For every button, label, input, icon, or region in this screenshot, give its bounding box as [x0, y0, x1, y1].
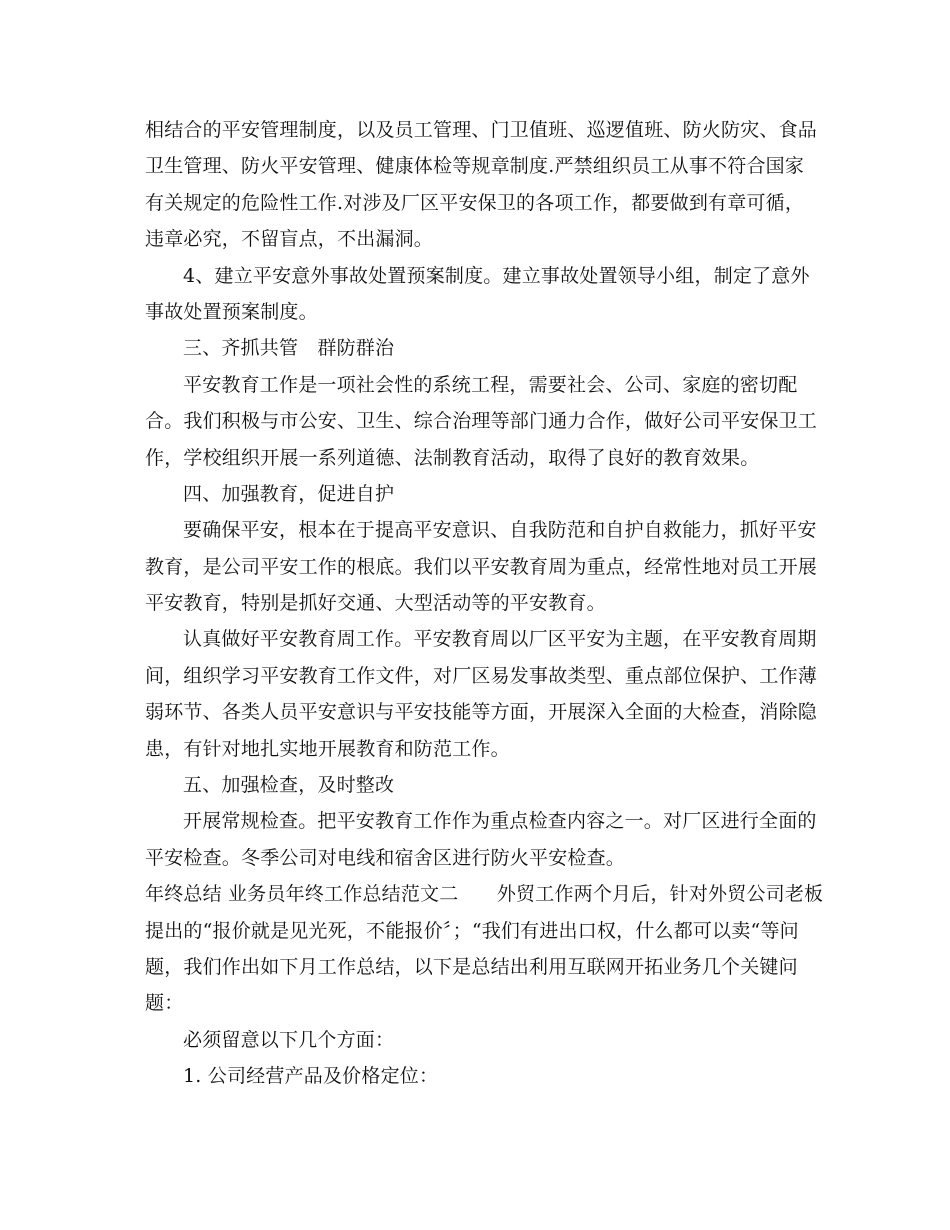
- text-line: 教育，是公司平安工作的根底。我们以平安教育周为重点，经常性地对员工开展: [145, 555, 818, 578]
- text-line: 平安教育，特别是抓好交通、大型活动等的平安教育。: [145, 592, 606, 615]
- section-heading: 四、加强教育，促进自护: [183, 482, 395, 505]
- text-line: 平安检查。冬季公司对电线和宿舍区进行防火平安检查。: [145, 846, 626, 869]
- text-line: 违章必究，不留盲点，不出漏洞。: [145, 228, 434, 251]
- text-line: 年终总结 业务员年终工作总结范文二 外贸工作两个月后，针对外贸公司老板: [145, 883, 824, 906]
- text-line: 卫生管理、防火平安管理、健康体检等规章制度.严禁组织员工从事不符合国家: [145, 155, 805, 178]
- list-item: 1. 公司经营产品及价格定位：: [183, 1065, 439, 1088]
- section-heading: 三、齐抓共管 群防群治: [183, 337, 395, 360]
- text-line: 认真做好平安教育周工作。平安教育周以厂区平安为主题，在平安教育周期: [183, 628, 817, 651]
- text-line: 4、建立平安意外事故处置预案制度。建立事故处置领导小组，制定了意外: [183, 264, 810, 287]
- text-line: 题，我们作出如下月工作总结，以下是总结出利用互联网开拓业务几个关键问: [145, 955, 798, 978]
- text-line: 患，有针对地扎实地开展教育和防范工作。: [145, 737, 510, 760]
- text-line: 开展常规检查。把平安教育工作作为重点检查内容之一。对厂区进行全面的: [183, 810, 817, 833]
- document-page: [145, 112, 824, 1095]
- text-line: 题：: [145, 992, 184, 1015]
- section-heading: 五、加强检查，及时整改: [183, 774, 395, 797]
- text-line: 间，组织学习平安教育工作文件，对厂区易发事故类型、重点部位保护、工作薄: [145, 664, 818, 687]
- text-line: 必须留意以下几个方面：: [183, 1028, 395, 1051]
- text-line: 事故处置预案制度。: [145, 300, 318, 323]
- text-line: 合。我们积极与市公安、卫生、综合治理等部门通力合作，做好公司平安保卫工: [145, 410, 818, 433]
- text-line: 平安教育工作是一项社会性的系统工程，需要社会、公司、家庭的密切配: [183, 373, 798, 396]
- text-line: 弱环节、各类人员平安意识与平安技能等方面，开展深入全面的大检查，消除隐: [145, 701, 818, 724]
- text-line: 要确保平安，根本在于提高平安意识、自我防范和自护自救能力，抓好平安: [183, 519, 817, 542]
- text-line: 有关规定的危险性工作.对涉及厂区平安保卫的各项工作，都要做到有章可循，: [145, 191, 805, 214]
- text-line: 提出的“报价就是见光死，不能报价〞；“我们有进出口权，什么都可以卖“等问: [145, 919, 799, 942]
- text-line: 作，学校组织开展一系列道德、法制教育活动，取得了良好的教育效果。: [145, 446, 760, 469]
- text-line: 相结合的平安管理制度，以及员工管理、门卫值班、巡逻值班、防火防灾、食品: [145, 119, 818, 141]
